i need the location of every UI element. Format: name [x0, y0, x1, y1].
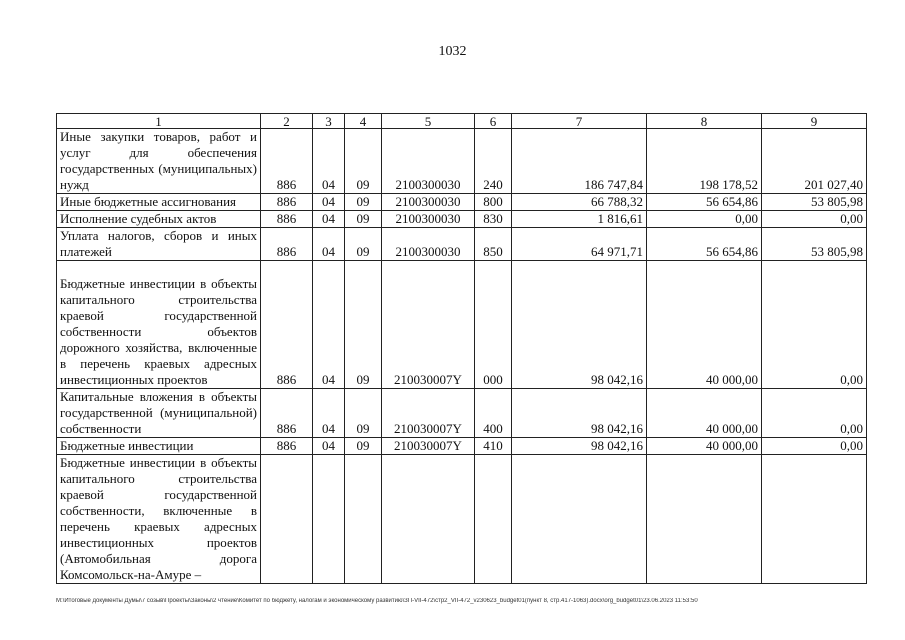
row-amount-cell: 0,00 [762, 389, 867, 438]
row-amount-cell: 56 654,86 [647, 228, 762, 261]
row-expense-type-cell [475, 455, 512, 584]
table-row [57, 438, 867, 455]
table-row [57, 211, 867, 228]
row-code-cell: 886 [261, 438, 313, 455]
row-expense-type-cell: 410 [475, 438, 512, 455]
row-amount-cell [762, 455, 867, 584]
row-name-cell: Уплата налогов, сборов и иных платежей [57, 228, 261, 261]
row-amount-cell: 53 805,98 [762, 194, 867, 211]
row-code-cell: 886 [261, 129, 313, 194]
row-subsection-cell: 09 [345, 129, 382, 194]
row-amount-cell: 198 178,52 [647, 129, 762, 194]
row-expense-type-cell: 400 [475, 389, 512, 438]
row-amount-cell: 186 747,84 [512, 129, 647, 194]
row-section-cell: 04 [313, 211, 345, 228]
col-header-1: 1 [57, 114, 261, 129]
row-name-cell: Капитальные вложения в объекты государственной (муниципальной) собственности [57, 389, 261, 438]
col-header-6: 6 [475, 114, 512, 129]
col-header-2: 2 [261, 114, 313, 129]
row-subsection-cell [345, 455, 382, 584]
col-header-5: 5 [382, 114, 475, 129]
row-expense-type-cell: 000 [475, 261, 512, 389]
row-code-cell [261, 455, 313, 584]
row-name-cell: Иные закупки товаров, работ и услуг для обеспечения государственных (муниципальных) нужд [57, 129, 261, 194]
row-section-cell: 04 [313, 261, 345, 389]
row-section-cell: 04 [313, 194, 345, 211]
row-amount-cell: 0,00 [762, 261, 867, 389]
row-amount-cell: 0,00 [762, 438, 867, 455]
row-expense-type-cell: 800 [475, 194, 512, 211]
row-target-article-cell: 2100300030 [382, 129, 475, 194]
col-header-7: 7 [512, 114, 647, 129]
row-name-cell: Бюджетные инвестиции [57, 438, 261, 455]
row-amount-cell: 98 042,16 [512, 389, 647, 438]
header-row [57, 114, 867, 129]
row-subsection-cell: 09 [345, 194, 382, 211]
row-amount-cell: 53 805,98 [762, 228, 867, 261]
table-row [57, 194, 867, 211]
row-subsection-cell: 09 [345, 228, 382, 261]
document-path-footer: M:\Итоговые документы Думы\7 созыв\Проекты\Законы\2 чтение\Комитет по бюджету, налогам и экономическому развитию\ЗП-VII-472\стр2_VII-472_v230623_budget01(пункт 8, стр.417-1063).docx\org_budget01\23.06.2023 11:53:50 [56, 598, 698, 604]
row-amount-cell: 40 000,00 [647, 389, 762, 438]
row-subsection-cell: 09 [345, 261, 382, 389]
budget-table [56, 113, 867, 584]
row-section-cell: 04 [313, 438, 345, 455]
row-amount-cell: 66 788,32 [512, 194, 647, 211]
row-amount-cell [512, 455, 647, 584]
row-code-cell: 886 [261, 211, 313, 228]
row-section-cell [313, 455, 345, 584]
row-code-cell: 886 [261, 228, 313, 261]
row-subsection-cell: 09 [345, 438, 382, 455]
col-header-9: 9 [762, 114, 867, 129]
row-section-cell: 04 [313, 389, 345, 438]
row-section-cell: 04 [313, 228, 345, 261]
row-target-article-cell: 210030007Y [382, 261, 475, 389]
col-header-4: 4 [345, 114, 382, 129]
row-amount-cell: 98 042,16 [512, 261, 647, 389]
row-name-cell: Бюджетные инвестиции в объекты капитального строительства краевой государственной собственности объектов дорожного хозяйства, включенные в перечень краевых адресных инвестиционных проектов [57, 261, 261, 389]
row-amount-cell: 98 042,16 [512, 438, 647, 455]
row-target-article-cell: 2100300030 [382, 228, 475, 261]
row-amount-cell: 40 000,00 [647, 438, 762, 455]
row-expense-type-cell: 240 [475, 129, 512, 194]
row-expense-type-cell: 830 [475, 211, 512, 228]
row-amount-cell: 201 027,40 [762, 129, 867, 194]
table-row [57, 129, 867, 194]
row-target-article-cell: 210030007Y [382, 389, 475, 438]
table-row [57, 228, 867, 261]
row-amount-cell: 40 000,00 [647, 261, 762, 389]
col-header-3: 3 [313, 114, 345, 129]
row-amount-cell: 0,00 [647, 211, 762, 228]
row-amount-cell: 56 654,86 [647, 194, 762, 211]
row-expense-type-cell: 850 [475, 228, 512, 261]
row-name-cell: Иные бюджетные ассигнования [57, 194, 261, 211]
page-number: 1032 [438, 44, 467, 59]
row-target-article-cell: 210030007Y [382, 438, 475, 455]
row-target-article-cell: 2100300030 [382, 194, 475, 211]
row-target-article-cell: 2100300030 [382, 211, 475, 228]
col-header-8: 8 [647, 114, 762, 129]
row-subsection-cell: 09 [345, 389, 382, 438]
row-amount-cell [647, 455, 762, 584]
row-code-cell: 886 [261, 194, 313, 211]
table-row [57, 455, 867, 584]
row-code-cell: 886 [261, 389, 313, 438]
table-row [57, 261, 867, 389]
row-name-cell: Бюджетные инвестиции в объекты капитального строительства краевой государственной собственности, включенные в перечень краевых адресных инвестиционных проектов (Автомобильная дорога Комсомольск-на-Амуре – [57, 455, 261, 584]
row-amount-cell: 0,00 [762, 211, 867, 228]
row-amount-cell: 64 971,71 [512, 228, 647, 261]
row-target-article-cell [382, 455, 475, 584]
row-amount-cell: 1 816,61 [512, 211, 647, 228]
row-code-cell: 886 [261, 261, 313, 389]
row-section-cell: 04 [313, 129, 345, 194]
table-row [57, 389, 867, 438]
row-name-cell: Исполнение судебных актов [57, 211, 261, 228]
row-subsection-cell: 09 [345, 211, 382, 228]
